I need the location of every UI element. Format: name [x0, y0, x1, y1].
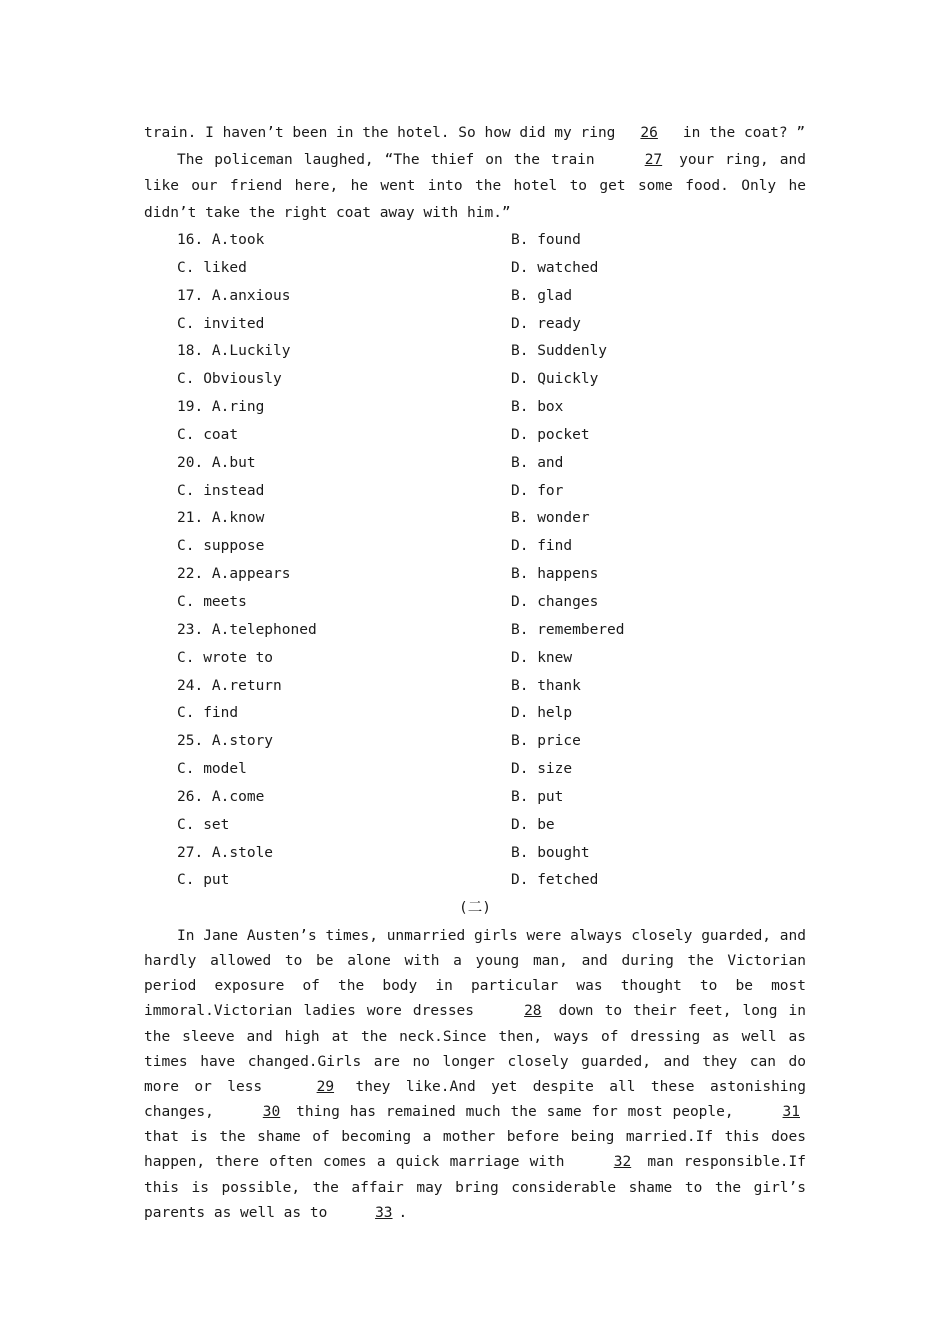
option-row [177, 505, 817, 533]
option-row [177, 394, 817, 422]
option-row [177, 840, 817, 868]
option-left: 27. A.stole [177, 844, 274, 861]
option-left: C. find [177, 705, 239, 722]
option-right: D. knew [511, 649, 573, 666]
option-right: B. wonder [511, 510, 590, 527]
passage-two [144, 924, 806, 1226]
option-row [177, 338, 817, 366]
option-right: D. be [511, 816, 555, 833]
blank-30: 30 [262, 1104, 281, 1121]
option-row [177, 812, 817, 840]
option-row [177, 561, 817, 589]
option-left: 18. A.Luckily [177, 343, 291, 360]
blank-27: 27 [644, 151, 663, 168]
option-left: C. set [177, 816, 230, 833]
option-row [177, 366, 817, 394]
option-row [177, 311, 817, 339]
option-right: D. changes [511, 593, 599, 610]
option-left: 26. A.come [177, 788, 265, 805]
option-left: C. suppose [177, 538, 265, 555]
option-row [177, 784, 817, 812]
option-right: D. ready [511, 315, 581, 332]
option-row [177, 673, 817, 701]
option-row [177, 728, 817, 756]
option-row [177, 478, 817, 506]
option-row [177, 700, 817, 728]
blank-31: 31 [782, 1104, 800, 1121]
blank-28: 28 [524, 1003, 542, 1020]
section-title: (二) [459, 900, 491, 916]
option-row [177, 255, 817, 283]
option-left: 19. A.ring [177, 399, 265, 416]
option-right: B. bought [511, 844, 590, 861]
passage-one [144, 120, 806, 226]
option-row [177, 867, 817, 895]
option-left: 20. A.but [177, 454, 256, 471]
option-right: B. box [511, 399, 564, 416]
option-left: 21. A.know [177, 510, 265, 527]
option-right: B. glad [511, 287, 573, 304]
option-left: C. instead [177, 482, 265, 499]
option-right: D. Quickly [511, 371, 599, 388]
option-row [177, 283, 817, 311]
option-right: B. price [511, 733, 581, 750]
option-left: C. coat [177, 426, 239, 443]
blank-33: 33 [375, 1204, 393, 1221]
option-row [177, 589, 817, 617]
option-right: D. find [511, 538, 573, 555]
option-row [177, 450, 817, 478]
option-right: D. for [511, 482, 564, 499]
passage-one-line1: train. I haven’t been in the hotel. So how did my ring 26 in the coat? ” [144, 120, 806, 147]
option-left: C. invited [177, 315, 265, 332]
option-right: D. help [511, 705, 573, 722]
option-right: B. put [511, 788, 564, 805]
option-left: 22. A.appears [177, 566, 291, 583]
passage-one-paragraph-2: The policeman laughed, “The thief on the train 27 your ring, and like our friend here, he went into the hotel to get some food. Only he didn’t take the right coat away with him.” [144, 147, 806, 227]
option-row [177, 533, 817, 561]
blank-29: 29 [316, 1078, 335, 1095]
option-left: 24. A.return [177, 677, 282, 694]
option-right: D. size [511, 761, 573, 778]
option-left: 17. A.anxious [177, 287, 291, 304]
option-left: 23. A.telephoned [177, 621, 317, 638]
option-right: D. fetched [511, 872, 599, 889]
option-right: B. happens [511, 566, 599, 583]
option-row [177, 756, 817, 784]
blank-32: 32 [613, 1154, 632, 1171]
option-left: C. put [177, 872, 230, 889]
option-right: B. and [511, 454, 564, 471]
option-left: C. liked [177, 259, 247, 276]
option-left: 16. A.took [177, 232, 265, 248]
option-left: 25. A.story [177, 733, 274, 750]
option-row [177, 645, 817, 673]
blank-26: 26 [640, 125, 658, 141]
option-right: B. found [511, 232, 581, 248]
option-row [177, 227, 817, 255]
option-right: B. Suddenly [511, 343, 608, 360]
option-left: C. wrote to [177, 649, 274, 666]
option-left: C. meets [177, 593, 247, 610]
answer-options [177, 227, 817, 895]
option-row [177, 617, 817, 645]
option-row [177, 422, 817, 450]
option-right: B. thank [511, 677, 581, 694]
option-right: D. watched [511, 259, 599, 276]
option-left: C. Obviously [177, 371, 282, 388]
option-right: B. remembered [511, 621, 625, 638]
passage-two-paragraph: In Jane Austen’s times, unmarried girls were always closely guarded, and hardly allowed to be alone with a young man, and during the Victorian period exposure of the body in particular was thought to be most immoral.Victorian ladies wore dresses 28 down to their feet, long in the sleeve and high at the neck.Since then, ways of dressing as well as times have changed.Girls are no longer closely guarded, and they can do more or less 29 they like.And yet despite all these astonishing changes, 30 thing has remained much the same for most people, 31 that is the shame of becoming a mother before being married.If this does happen, there often comes a quick marriage with 32 man responsible.If this is possible, the affair may bring considerable shame to the girl’s parents as well as to 33 . [144, 924, 806, 1226]
option-right: D. pocket [511, 426, 590, 443]
option-left: C. model [177, 761, 247, 778]
